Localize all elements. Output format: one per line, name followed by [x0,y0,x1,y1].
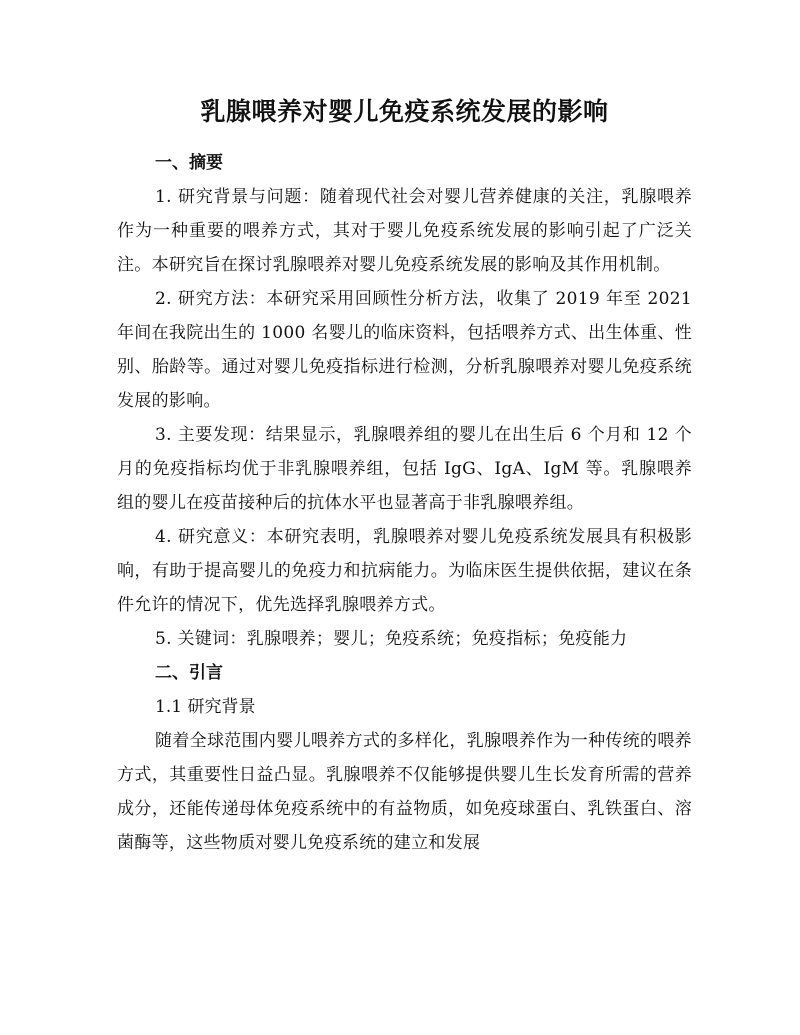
abstract-paragraph-keywords: 5. 关键词：乳腺喂养；婴儿；免疫系统；免疫指标；免疫能力 [155,629,628,649]
subsection-heading-background: 1.1 研究背景 [155,697,256,717]
document-title: 乳腺喂养对婴儿免疫系统发展的影响 [200,97,609,126]
abstract-paragraph-findings: 3. 主要发现：结果显示，乳腺喂养组的婴儿在出生后 6 个月和 12 个月的免疫指标均优于非乳腺喂养组，包括 IgG、IgA、IgM 等。乳腺喂养组的婴儿在疫苗接种后的抗体水平也显著高于非乳腺喂养组。 [117,425,692,513]
document-body [117,146,692,860]
section-heading-introduction: 二、引言 [155,663,223,683]
abstract-paragraph-background: 1. 研究背景与问题：随着现代社会对婴儿营养健康的关注，乳腺喂养作为一种重要的喂养方式，其对于婴儿免疫系统发展的影响引起了广泛关注。本研究旨在探讨乳腺喂养对婴儿免疫系统发展的影响及其作用机制。 [117,187,692,275]
abstract-paragraph-significance: 4. 研究意义：本研究表明，乳腺喂养对婴儿免疫系统发展具有积极影响，有助于提高婴儿的免疫力和抗病能力。为临床医生提供依据，建议在条件允许的情况下，优先选择乳腺喂养方式。 [117,527,692,615]
abstract-paragraph-methods: 2. 研究方法：本研究采用回顾性分析方法，收集了 2019 年至 2021 年间在我院出生的 1000 名婴儿的临床资料，包括喂养方式、出生体重、性别、胎龄等。通过对婴儿免疫指标进行检测，分析乳腺喂养对婴儿免疫系统发展的影响。 [117,289,692,411]
introduction-paragraph: 随着全球范围内婴儿喂养方式的多样化，乳腺喂养作为一种传统的喂养方式，其重要性日益凸显。乳腺喂养不仅能够提供婴儿生长发育所需的营养成分，还能传递母体免疫系统中的有益物质，如免疫球蛋白、乳铁蛋白、溶菌酶等，这些物质对婴儿免疫系统的建立和发展 [117,731,692,853]
section-heading-abstract: 一、摘要 [155,153,223,173]
